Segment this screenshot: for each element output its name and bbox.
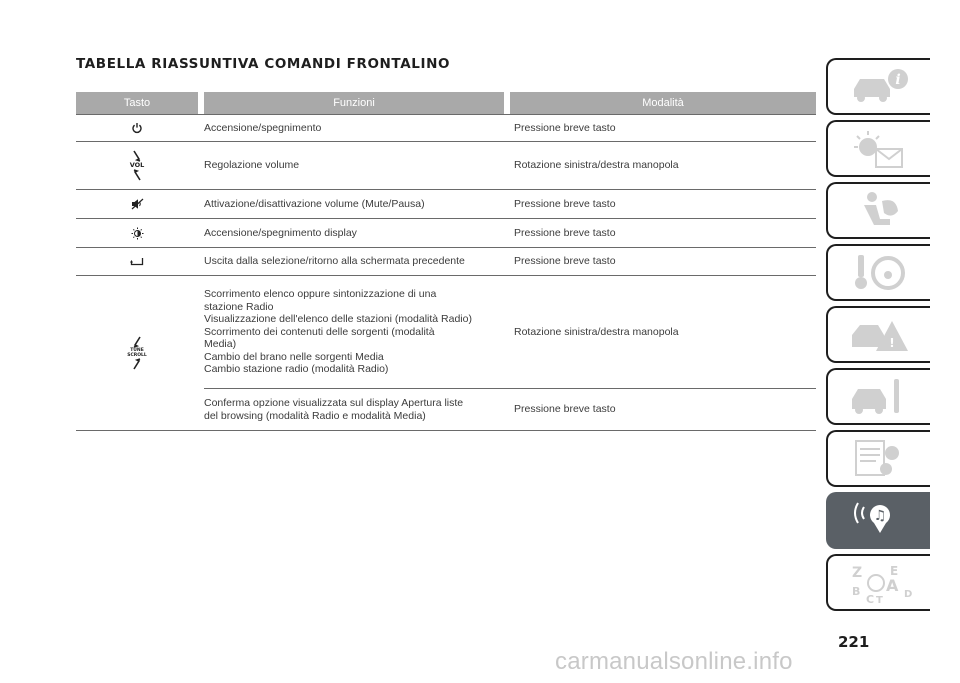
svg-text:!: ! [889, 335, 895, 350]
tab-starting-driving[interactable] [826, 244, 930, 301]
svg-text:E: E [890, 563, 899, 578]
tune-label: TUNE [130, 348, 144, 353]
table-row [76, 276, 816, 431]
tab-technical-data[interactable] [826, 430, 930, 487]
svg-text:C: C [866, 592, 875, 605]
function-cell: Accensione/spegnimento display [204, 226, 357, 239]
mode-cell: Rotazione sinistra/destra manopola [514, 159, 679, 172]
header-tasto: Tasto [76, 92, 198, 114]
volume-knob-icon [130, 150, 145, 181]
scroll-label: SCROLL [127, 353, 147, 358]
function-cell: Scorrimento elenco oppure sintonizzazione di una stazione Radio Visualizzazione dell'elenco delle stazioni (modalità Radio) Scorrimento dei contenuti delle sorgenti (modalità Media) Cambio del brano nelle sorgenti Media Cambio stazione radio (modalità Radio) [204, 288, 472, 376]
multimedia-icon [846, 499, 912, 543]
table-row [76, 219, 816, 248]
header-modalita: Modalità [510, 92, 816, 114]
mode-cell: Pressione breve tasto [514, 255, 616, 268]
svg-text:D: D [904, 588, 912, 600]
tab-multimedia[interactable] [826, 492, 930, 549]
alphabetical-index-icon [846, 561, 912, 605]
key-steering-wheel-icon [846, 251, 912, 295]
watermark: carmanualsonline.info [555, 648, 793, 675]
tab-maintenance[interactable] [826, 368, 930, 425]
tab-emergency[interactable] [826, 306, 930, 363]
header-funzioni: Funzioni [204, 92, 504, 114]
mode-cell: Pressione breve tasto [514, 226, 616, 239]
tab-warning-lights[interactable] [826, 120, 930, 177]
tab-index[interactable] [826, 554, 930, 611]
svg-text:i: i [895, 71, 901, 88]
mode-cell: Pressione breve tasto [514, 197, 616, 210]
function-cell: Regolazione volume [204, 159, 300, 172]
table-header [76, 92, 816, 114]
page-number: 221 [838, 633, 870, 651]
tune-scroll-knob-icon [127, 336, 147, 370]
svg-text:A: A [886, 575, 899, 595]
emergency-crash-icon [846, 313, 912, 357]
power-icon [76, 115, 198, 141]
warning-lights-message-icon [846, 127, 912, 171]
svg-text:♫: ♫ [873, 507, 887, 524]
function-cell: Attivazione/disattivazione volume (Mute/Pausa) [204, 197, 425, 210]
table-row [76, 248, 816, 276]
svg-text:Z: Z [852, 564, 863, 581]
function-cell: Accensione/spegnimento [204, 121, 322, 134]
table-row [76, 142, 816, 190]
display-brightness-icon [76, 219, 198, 247]
tab-safety[interactable] [826, 182, 930, 239]
back-icon [76, 248, 198, 275]
tab-car-info[interactable] [826, 58, 930, 115]
technical-data-gears-icon [846, 437, 912, 481]
mute-icon [76, 190, 198, 218]
function-cell: Conferma opzione visualizzata sul display Apertura liste del browsing (modalità Radio e modalità Media) [204, 397, 464, 422]
vol-label: VOL [129, 161, 145, 169]
seat-airbag-icon [846, 189, 912, 233]
mode-cell: Rotazione sinistra/destra manopola [514, 325, 679, 338]
commands-table [76, 92, 816, 431]
mode-cell: Pressione breve tasto [514, 403, 616, 416]
mode-cell: Pressione breve tasto [514, 121, 616, 134]
table-row [76, 190, 816, 219]
car-info-icon [846, 65, 912, 109]
function-cell: Uscita dalla selezione/ritorno alla schermata precedente [204, 255, 465, 268]
svg-text:T: T [876, 594, 883, 605]
car-service-tools-icon [846, 375, 912, 419]
table-row [76, 114, 816, 142]
page-title: TABELLA RIASSUNTIVA COMANDI FRONTALINO [76, 56, 451, 72]
svg-text:B: B [852, 584, 861, 598]
